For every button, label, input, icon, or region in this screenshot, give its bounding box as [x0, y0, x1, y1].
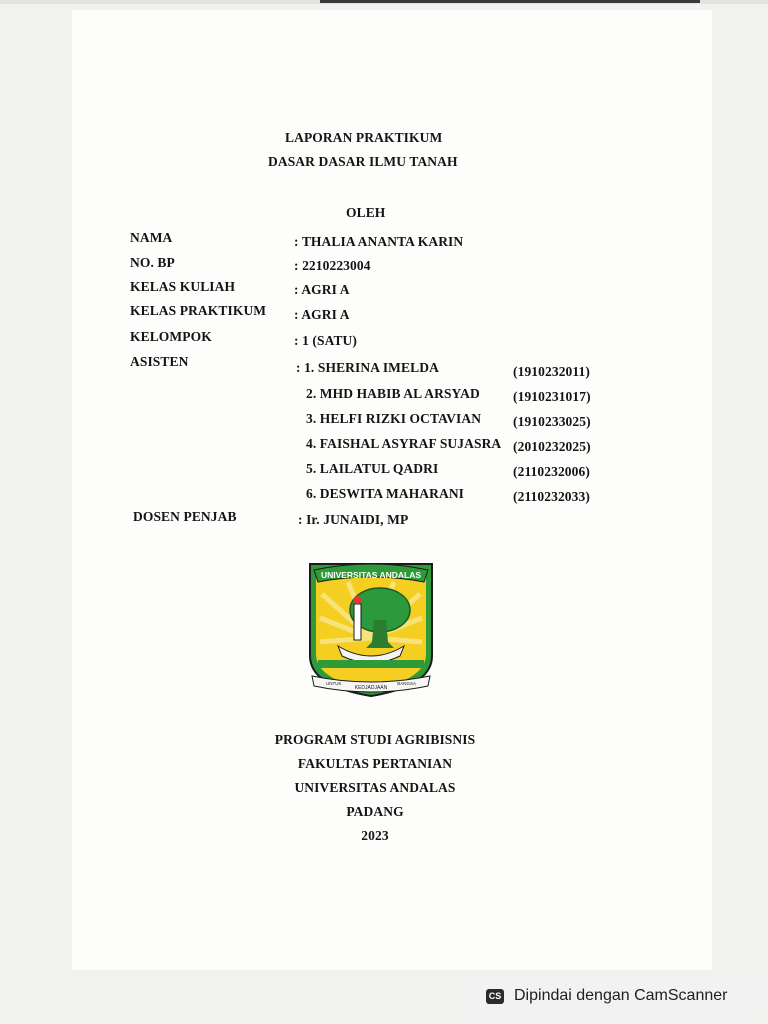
torch-icon — [354, 604, 361, 640]
kelompok-label: KELOMPOK — [130, 329, 212, 344]
kelas-praktikum-value: : AGRI A — [294, 307, 350, 322]
scan-shadow — [320, 0, 700, 3]
institution-line-2: FAKULTAS PERTANIAN — [297, 756, 453, 771]
assistant-name: 4. FAISHAL ASYRAF SUJASRA — [306, 436, 502, 451]
assistant-id: (1910233025) — [513, 414, 591, 429]
kelas-kuliah-label: KELAS KULIAH — [130, 279, 236, 294]
dosen-value: : Ir. JUNAIDI, MP — [298, 512, 409, 527]
camscanner-badge — [472, 980, 756, 1014]
motto-center-text: KEDJADJAAN — [354, 685, 388, 691]
assistant-id: (1910232011) — [513, 364, 590, 379]
assistant-name: 3. HELFI RIZKI OCTAVIAN — [306, 411, 482, 426]
motto-left-text: UNTUK — [326, 681, 342, 686]
kelas-kuliah-value: : AGRI A — [294, 282, 350, 297]
institution-line-1: PROGRAM STUDI AGRIBISNIS — [274, 732, 476, 747]
university-logo — [308, 560, 434, 698]
flame-icon — [354, 596, 362, 604]
kelompok-value: : 1 (SATU) — [294, 333, 357, 348]
assistant-name: 5. LAILATUL QADRI — [306, 461, 439, 476]
nama-value: : THALIA ANANTA KARIN — [294, 234, 464, 249]
title-line-2: DASAR DASAR ILMU TANAH — [268, 154, 458, 169]
assistant-id: (2110232006) — [513, 464, 590, 479]
asisten-label: ASISTEN — [130, 354, 189, 369]
assistant-id: (2110232033) — [513, 489, 590, 504]
year-label: 2023 — [361, 828, 389, 843]
bp-label: NO. BP — [130, 255, 175, 270]
assistant-id: (2010232025) — [513, 439, 591, 454]
camscanner-label: Dipindai dengan CamScanner — [514, 987, 728, 1004]
banner-text: UNIVERSITAS ANDALAS — [320, 570, 422, 580]
title-line-1: LAPORAN PRAKTIKUM — [285, 130, 443, 145]
motto-right-text: BANGSA — [397, 681, 416, 686]
ground-band — [318, 660, 424, 668]
institution-line-3: UNIVERSITAS ANDALAS — [294, 780, 456, 795]
kelas-praktikum-label: KELAS PRAKTIKUM — [130, 303, 267, 318]
nama-label: NAMA — [130, 230, 173, 245]
oleh-label: OLEH — [346, 205, 386, 220]
bp-value: : 2210223004 — [294, 258, 371, 273]
assistant-name: 6. DESWITA MAHARANI — [306, 486, 465, 501]
dosen-label: DOSEN PENJAB — [133, 509, 237, 524]
city-label: PADANG — [346, 804, 404, 819]
camscanner-icon: CS — [486, 989, 504, 1004]
assistant-name: : 1. SHERINA IMELDA — [296, 360, 439, 375]
assistant-id: (1910231017) — [513, 389, 591, 404]
assistant-name: 2. MHD HABIB AL ARSYAD — [306, 386, 480, 401]
